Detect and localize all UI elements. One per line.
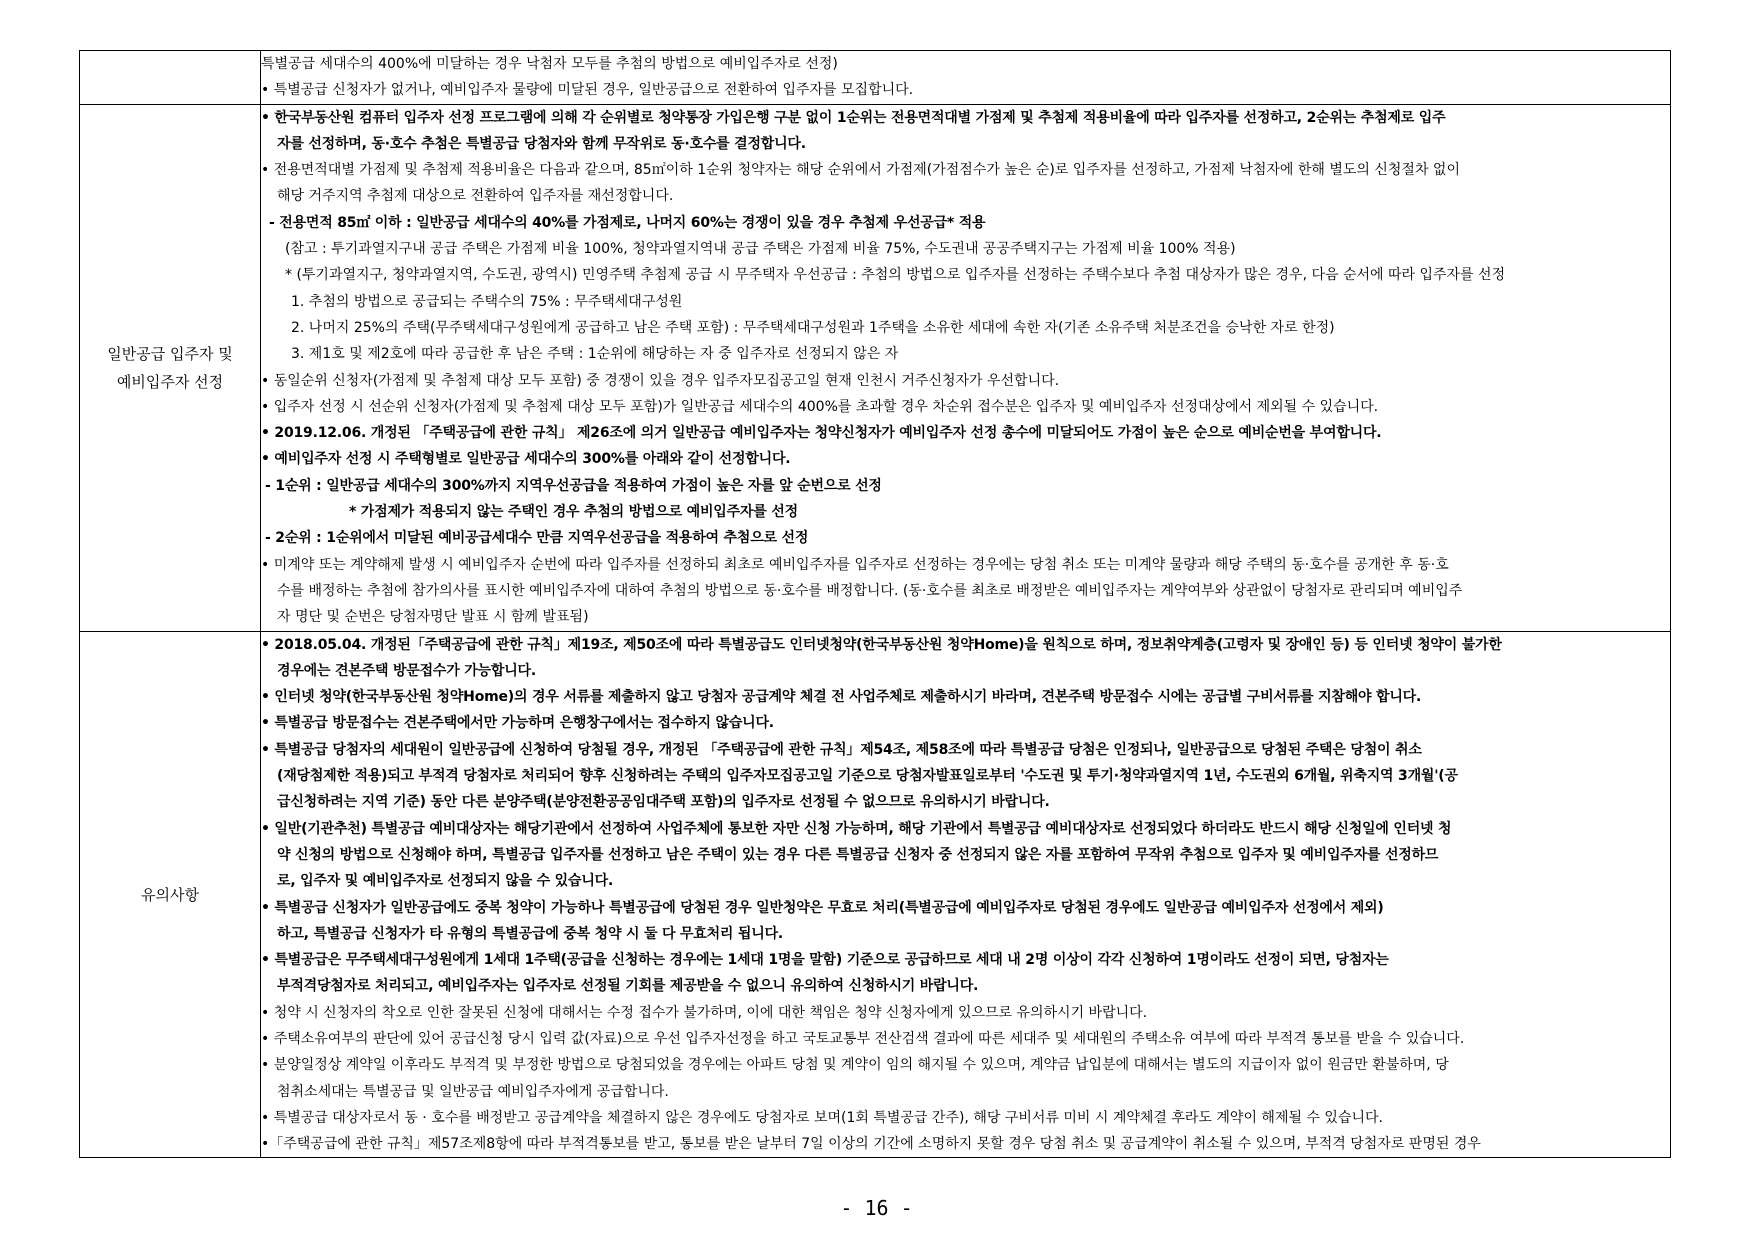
text-line: 1. 추첨의 방법으로 공급되는 주택수의 75% : 무주택세대구성원: [291, 293, 683, 310]
text-line: • 주택소유여부의 판단에 있어 공급신청 당시 입력 값(자료)으로 우선 입주자선정을 하고 국토교통부 전산검색 결과에 따른 세대주 및 세대원의 주택소유 여부에 따라 부적격 통보를 받을 수 있습니다.: [261, 1030, 1465, 1047]
row-content: [261, 104, 1671, 631]
text-line: • 전용면적대별 가점제 및 추첨제 적용비율은 다음과 같으며, 85㎡이하 1순위 청약자는 해당 순위에서 가점제(가점점수가 높은 순)로 입주자를 선정하고, 가점제 낙첨자에 한해 별도의 신청절차 없이: [261, 162, 1460, 179]
text-line: (참고 : 투기과열지구내 공급 주택은 가점제 비율 100%, 청약과열지역내 공급 주택은 가점제 비율 75%, 수도권내 공공주택지구는 가점제 비율 100% 적용): [285, 241, 1236, 258]
text-line: 자 명단 및 순번은 당첨자명단 발표 시 함께 발표됨): [277, 609, 589, 626]
text-line: 하고, 특별공급 신청자가 타 유형의 특별공급에 중복 청약 시 둘 다 무효처리 됩니다.: [277, 925, 784, 942]
page-number: - 16 -: [840, 1196, 913, 1220]
text-line: • 예비입주자 선정 시 주택형별로 일반공급 세대수의 300%를 아래와 같이 선정합니다.: [261, 451, 791, 468]
text-line: - 1순위 : 일반공급 세대수의 300%까지 지역우선공급을 적용하여 가점이 높은 자를 앞 순번으로 선정: [265, 477, 882, 494]
text-line: • 청약 시 신청자의 착오로 인한 잘못된 신청에 대해서는 수정 접수가 불가하며, 이에 대한 책임은 청약 신청자에게 있으므로 유의하시기 바랍니다.: [261, 1004, 1148, 1021]
row-header: 일반공급 입주자 및 예비입주자 선정: [80, 104, 261, 631]
text-line: - 전용면적 85㎡ 이하 : 일반공급 세대수의 40%를 가점제로, 나머지 60%는 경쟁이 있을 경우 추첨제 우선공급* 적용: [269, 214, 986, 231]
text-line: • 2019.12.06. 개정된 「주택공급에 관한 규칙」 제26조에 의거 일반공급 예비입주자는 청약신청자가 예비입주자 선정 총수에 미달되어도 가점이 높은 순으로 예비순번을 부여합니다.: [261, 425, 1382, 442]
continuation-row: [80, 51, 1671, 105]
text-line: 수를 배정하는 추첨에 참가의사를 표시한 예비입주자에 대하여 추첨의 방법으로 동·호수를 배정합니다. (동·호수를 최초로 배정받은 예비입주자는 계약여부와 상관없이 당첨자로 관리되며 예비입주: [277, 582, 1463, 599]
text-line: • 입주자 선정 시 선순위 신청자(가점제 및 추첨제 대상 모두 포함)가 일반공급 세대수의 400%를 초과할 경우 차순위 접수분은 입주자 및 예비입주자 선정대상에서 제외될 수 있습니다.: [261, 398, 1379, 415]
text-line: • 특별공급은 무주택세대구성원에게 1세대 1주택(공급을 신청하는 경우에는 1세대 1명을 말함) 기준으로 공급하므로 세대 내 2명 이상이 각각 신청하여 1명이라도 선정이 되면, 당첨자는: [261, 952, 1389, 969]
text-line: - 2순위 : 1순위에서 미달된 예비공급세대수 만큼 지역우선공급을 적용하여 추첨으로 선정: [265, 530, 809, 547]
row-header: 유의사항: [80, 631, 261, 1158]
text-line: * 가점제가 적용되지 않는 주택인 경우 추첨의 방법으로 예비입주자를 선정: [349, 504, 798, 521]
text-line: 부적격당첨자로 처리되고, 예비입주자는 입주자로 선정될 기회를 제공받을 수 없으니 유의하여 신청하시기 바랍니다.: [277, 978, 979, 995]
text-line: 약 신청의 방법으로 신청해야 하며, 특별공급 입주자를 선정하고 남은 주택이 있는 경우 다른 특별공급 신청자 중 선정되지 않은 자를 포함하여 무작위 추첨으로 입주자 및 예비입주자를 선정하므: [277, 846, 1439, 863]
text-line: • 한국부동산원 컴퓨터 입주자 선정 프로그램에 의해 각 순위별로 청약통장 가입은행 구분 없이 1순위는 전용면적대별 가점제 및 추첨제 적용비율에 따라 입주자를 선정하고, 2순위는 추첨제로 입주: [261, 109, 1446, 126]
text-line: 로, 입주자 및 예비입주자로 선정되지 않을 수 있습니다.: [277, 873, 614, 890]
text-line: 첨취소세대는 특별공급 및 일반공급 예비입주자에게 공급합니다.: [277, 1083, 669, 1100]
text-line: • 특별공급 신청자가 일반공급에도 중복 청약이 가능하나 특별공급에 당첨된 경우 일반청약은 무효로 처리(특별공급에 예비입주자로 당첨된 경우에도 일반공급 예비입주자 선정에서 제외): [261, 899, 1384, 916]
text-line: 특별공급 세대수의 400%에 미달하는 경우 낙첨자 모두를 추첨의 방법으로 예비입주자로 선정): [261, 56, 838, 72]
text-line: • 분양일정상 계약일 이후라도 부적격 및 부정한 방법으로 당첨되었을 경우에는 아파트 당첨 및 계약이 임의 해지될 수 있으며, 계약금 납입분에 대해서는 별도의 지급이자 없이 원금만 환불하며, 당: [261, 1057, 1449, 1074]
text-line: • 특별공급 신청자가 없거나, 예비입주자 물량에 미달된 경우, 일반공급으로 전환하여 입주자를 모집합니다.: [261, 82, 914, 99]
text-line: 해당 거주지역 추첨제 대상으로 전환하여 입주자를 재선정합니다.: [277, 188, 674, 205]
text-line: • 2018.05.04. 개정된「주택공급에 관한 규칙」제19조, 제50조에 따라 특별공급도 인터넷청약(한국부동산원 청약Home)을 원칙으로 하며, 정보취약계층(고령자 및 장애인 등) 등 인터넷 청약이 불가한: [261, 636, 1502, 653]
text-line: • 특별공급 대상자로서 동 · 호수를 배정받고 공급계약을 체결하지 않은 경우에도 당첨자로 보며(1회 특별공급 간주), 해당 구비서류 미비 시 계약체결 후라도 계약이 해제될 수 있습니다.: [261, 1109, 1383, 1126]
text-line: 경우에는 견본주택 방문접수가 가능합니다.: [277, 662, 536, 679]
text-line: 급신청하려는 지역 기준) 동안 다른 분양주택(분양전환공공임대주택 포함)의 입주자로 선정될 수 없으므로 유의하시기 바랍니다.: [277, 794, 1050, 811]
notice-table: [79, 50, 1671, 1158]
text-line: (재당첨제한 적용)되고 부적격 당첨자로 처리되어 향후 신청하려는 주택의 입주자모집공고일 기준으로 당첨자발표일로부터 '수도권 및 투기·청약과열지역 1년, 수도권외 6개월, 위축지역 3개월'(공: [277, 768, 1458, 785]
notes-row: [80, 631, 1671, 1158]
text-line: 3. 제1호 및 제2호에 따라 공급한 후 남은 주택 : 1순위에 해당하는 자 중 입주자로 선정되지 않은 자: [291, 346, 899, 363]
text-line: • 일반(기관추천) 특별공급 예비대상자는 해당기관에서 선정하여 사업주체에 통보한 자만 신청 가능하며, 해당 기관에서 특별공급 예비대상자로 선정되었다 하더라도 반드시 해당 신청일에 인터넷 청: [261, 820, 1452, 837]
text-line: •「주택공급에 관한 규칙」제57조제8항에 따라 부적격통보를 받고, 통보를 받은 날부터 7일 이상의 기간에 소명하지 못할 경우 당첨 취소 및 공급계약이 취소될 수 있으며, 부적격 당첨자로 판명된 경우: [261, 1136, 1481, 1153]
row-header: [80, 51, 261, 105]
general-supply-row: [80, 104, 1671, 631]
row-content: [261, 631, 1671, 1158]
row-content: [261, 51, 1671, 105]
text-line: * (투기과열지구, 청약과열지역, 수도권, 광역시) 민영주택 추첨제 공급 시 무주택자 우선공급 : 추첨의 방법으로 입주자를 선정하는 주택수보다 추첨 대상자가 많은 경우, 다음 순서에 따라 입주자를 선정: [285, 267, 1506, 284]
text-line: • 동일순위 신청자(가점제 및 추첨제 대상 모두 포함) 중 경쟁이 있을 경우 입주자모집공고일 현재 인천시 거주신청자가 우선합니다.: [261, 372, 1060, 389]
text-line: • 미계약 또는 계약해제 발생 시 예비입주자 순번에 따라 입주자를 선정하되 최초로 예비입주자를 입주자로 선정하는 경우에는 당첨 취소 또는 미계약 물량과 해당 주택의 동·호수를 공개한 후 동·호: [261, 556, 1449, 573]
text-line: • 인터넷 청약(한국부동산원 청약Home)의 경우 서류를 제출하지 않고 당첨자 공급계약 체결 전 사업주체로 제출하시기 바라며, 견본주택 방문접수 시에는 공급별 구비서류를 지참해야 합니다.: [261, 689, 1422, 706]
text-line: 2. 나머지 25%의 주택(무주택세대구성원에게 공급하고 남은 주택 포함) : 무주택세대구성원과 1주택을 소유한 세대에 속한 자(기존 소유주택 처분조건을 승낙한 자로 한정): [291, 319, 1335, 336]
text-line: • 특별공급 당첨자의 세대원이 일반공급에 신청하여 당첨될 경우, 개정된 「주택공급에 관한 규칙」제54조, 제58조에 따라 특별공급 당첨은 인정되나, 일반공급으로 당첨된 주택은 당첨이 취소: [261, 741, 1422, 758]
text-line: 자를 선정하며, 동·호수 추첨은 특별공급 당첨자와 함께 무작위로 동·호수를 결정합니다.: [277, 135, 806, 152]
text-line: • 특별공급 방문접수는 견본주택에서만 가능하며 은행창구에서는 접수하지 않습니다.: [261, 715, 774, 732]
